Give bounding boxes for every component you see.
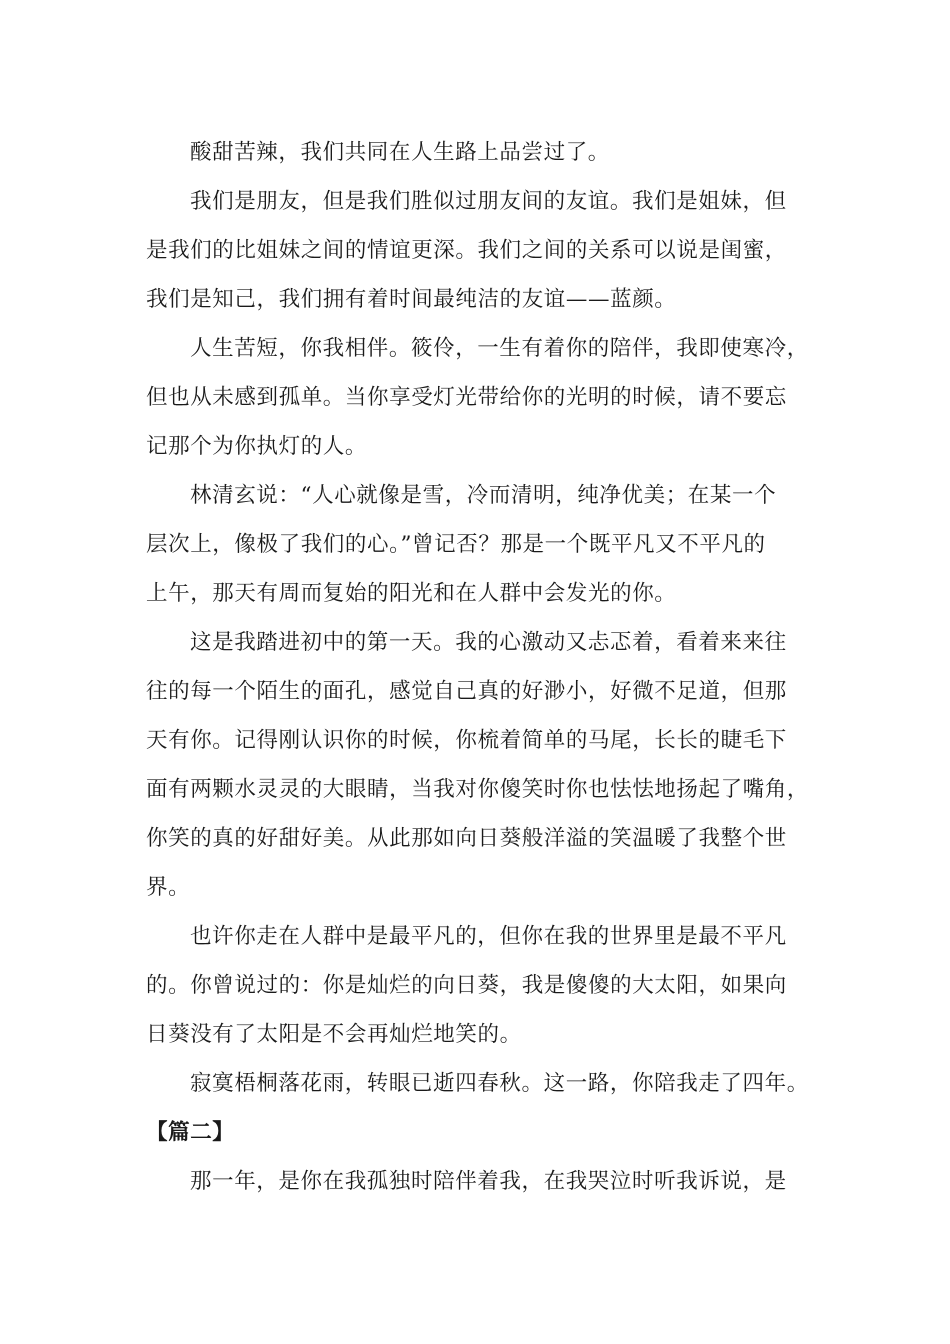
text-line: 天有你。记得刚认识你的时候，你梳着简单的马尾，长长的睫毛下 bbox=[146, 728, 787, 753]
paragraph-5 bbox=[146, 618, 810, 912]
paragraph-4 bbox=[146, 471, 810, 618]
text-line: 这是我踏进初中的第一天。我的心激动又忐忑着，看着来来往 bbox=[190, 630, 787, 655]
text-line: 寂寞梧桐落花雨，转眼已逝四春秋。这一路，你陪我走了四年。 bbox=[190, 1071, 809, 1096]
paragraph-3 bbox=[146, 324, 810, 471]
text-line: 面有两颗水灵灵的大眼睛，当我对你傻笑时你也怯怯地扬起了嘴角， bbox=[146, 777, 810, 802]
paragraph-7 bbox=[146, 1059, 810, 1108]
text-line: 也许你走在人群中是最平凡的，但你在我的世界里是最不平凡 bbox=[190, 924, 787, 949]
text-line: 上午，那天有周而复始的阳光和在人群中会发光的你。 bbox=[146, 581, 677, 606]
text-line: 日葵没有了太阳是不会再灿烂地笑的。 bbox=[146, 1022, 522, 1047]
paragraph-1 bbox=[146, 128, 810, 177]
text-line: 是我们的比姐妹之间的情谊更深。我们之间的关系可以说是闺蜜， bbox=[146, 238, 787, 263]
text-line: 但也从未感到孤单。当你享受灯光带给你的光明的时候，请不要忘 bbox=[146, 385, 787, 410]
text-line: 你笑的真的好甜好美。从此那如向日葵般洋溢的笑温暖了我整个世 bbox=[146, 826, 787, 851]
text-line: 林清玄说：“人心就像是雪，冷而清明，纯净优美；在某一个 bbox=[190, 483, 777, 508]
paragraph-8 bbox=[146, 1157, 810, 1206]
text-line: 的。你曾说过的：你是灿烂的向日葵，我是傻傻的大太阳，如果向 bbox=[146, 973, 787, 998]
paragraph-2 bbox=[146, 177, 810, 324]
text-line: 那一年，是你在我孤独时陪伴着我，在我哭泣时听我诉说，是 bbox=[190, 1169, 787, 1194]
section-heading: 【篇二】 bbox=[146, 1120, 235, 1145]
text-line: 往的每一个陌生的面孔，感觉自己真的好渺小，好微不足道，但那 bbox=[146, 679, 787, 704]
text-line: 层次上，像极了我们的心。”曾记否？那是一个既平凡又不平凡的 bbox=[146, 532, 766, 557]
document-body bbox=[146, 128, 810, 1206]
paragraph-6 bbox=[146, 912, 810, 1059]
text-line: 酸甜苦辣，我们共同在人生路上品尝过了。 bbox=[190, 140, 610, 165]
text-line: 记那个为你执灯的人。 bbox=[146, 434, 368, 459]
text-line: 我们是朋友，但是我们胜似过朋友间的友谊。我们是姐妹，但 bbox=[190, 189, 787, 214]
text-line: 界。 bbox=[146, 875, 191, 900]
text-line: 人生苦短，你我相伴。筱伶，一生有着你的陪伴，我即使寒冷， bbox=[190, 336, 809, 361]
text-line: 我们是知己，我们拥有着时间最纯洁的友谊——蓝颜。 bbox=[146, 287, 677, 312]
